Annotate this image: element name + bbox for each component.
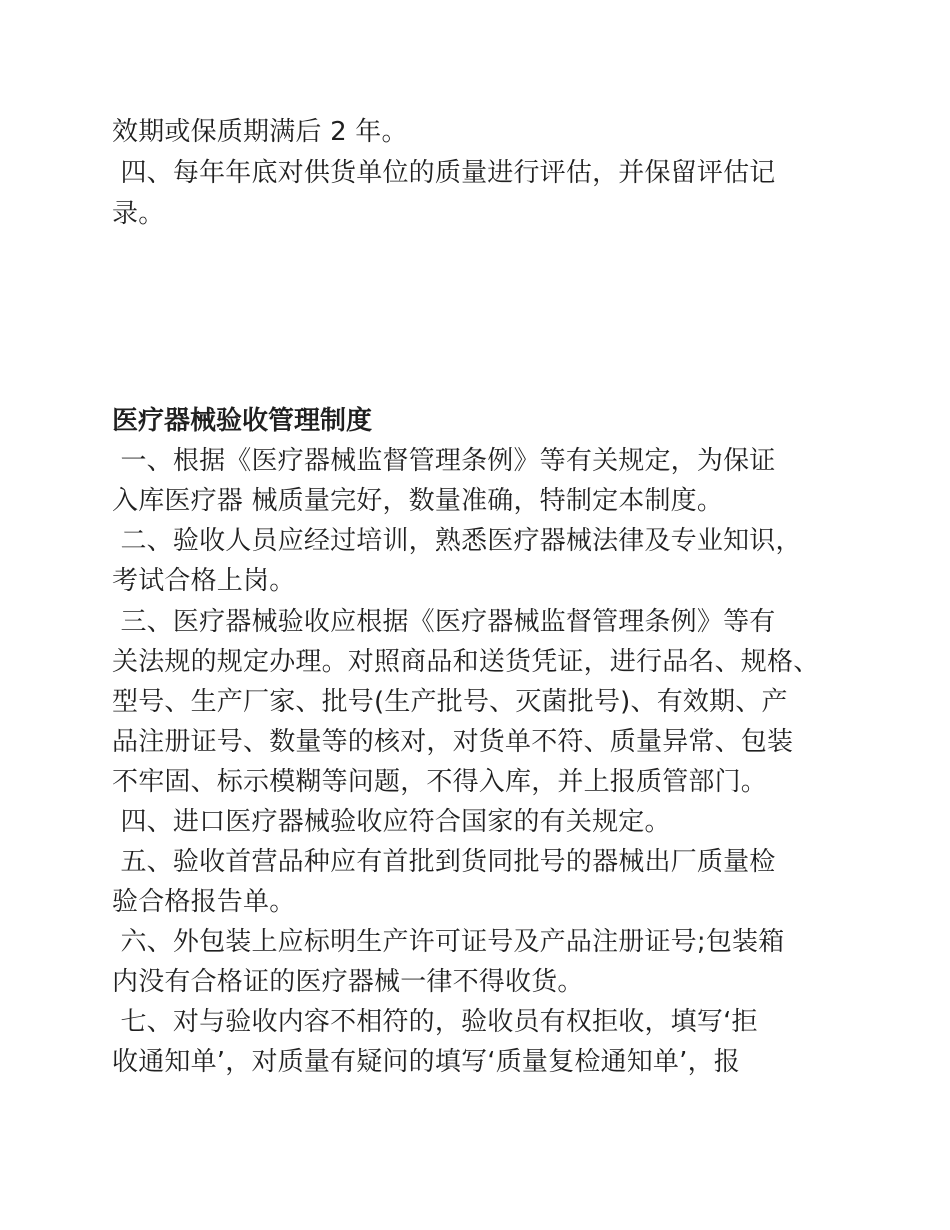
text-line: 效期或保质期满后 2 年。 (112, 117, 408, 147)
text-line: 品注册证号、数量等的核对，对货单不符、质量异常、包装 (112, 727, 794, 757)
text-line: 验合格报告单。 (112, 887, 296, 917)
text-line: 二、验收人员应经过培训，熟悉医疗器械法律及专业知识， (112, 526, 802, 556)
text-line: 收通知单’，对质量有疑问的填写‘质量复检通知单’，报 (112, 1047, 740, 1077)
text-line: 五、验收首营品种应有首批到货同批号的器械出厂质量检 (112, 847, 776, 877)
text-line: 入库医疗器 械质量完好，数量准确，特制定本制度。 (112, 486, 724, 516)
text-line: 一、根据《医疗器械监督管理条例》等有关规定，为保证 (112, 446, 776, 476)
text-line: 型号、生产厂家、批号(生产批号、灭菌批号)、有效期、产 (112, 687, 788, 717)
text-line: 四、进口医疗器械验收应符合国家的有关规定。 (112, 807, 671, 837)
text-line: 三、医疗器械验收应根据《医疗器械监督管理条例》等有 (112, 607, 776, 637)
section-title: 医疗器械验收管理制度 (112, 406, 373, 436)
text-line: 关法规的规定办理。对照商品和送货凭证，进行品名、规格、 (112, 647, 820, 677)
text-line: 考试合格上岗。 (112, 566, 296, 596)
text-line: 不牢固、标示模糊等问题，不得入库，并上报质管部门。 (112, 767, 768, 797)
text-line: 内没有合格证的医疗器械一律不得收货。 (112, 967, 584, 997)
text-line: 录。 (112, 199, 165, 229)
text-line: 七、对与验收内容不相符的，验收员有权拒收，填写‘拒 (112, 1007, 758, 1037)
text-line: 六、外包装上应标明生产许可证号及产品注册证号;包装箱 (112, 927, 785, 957)
text-line: 四、每年年底对供货单位的质量进行评估，并保留评估记 (112, 158, 776, 188)
